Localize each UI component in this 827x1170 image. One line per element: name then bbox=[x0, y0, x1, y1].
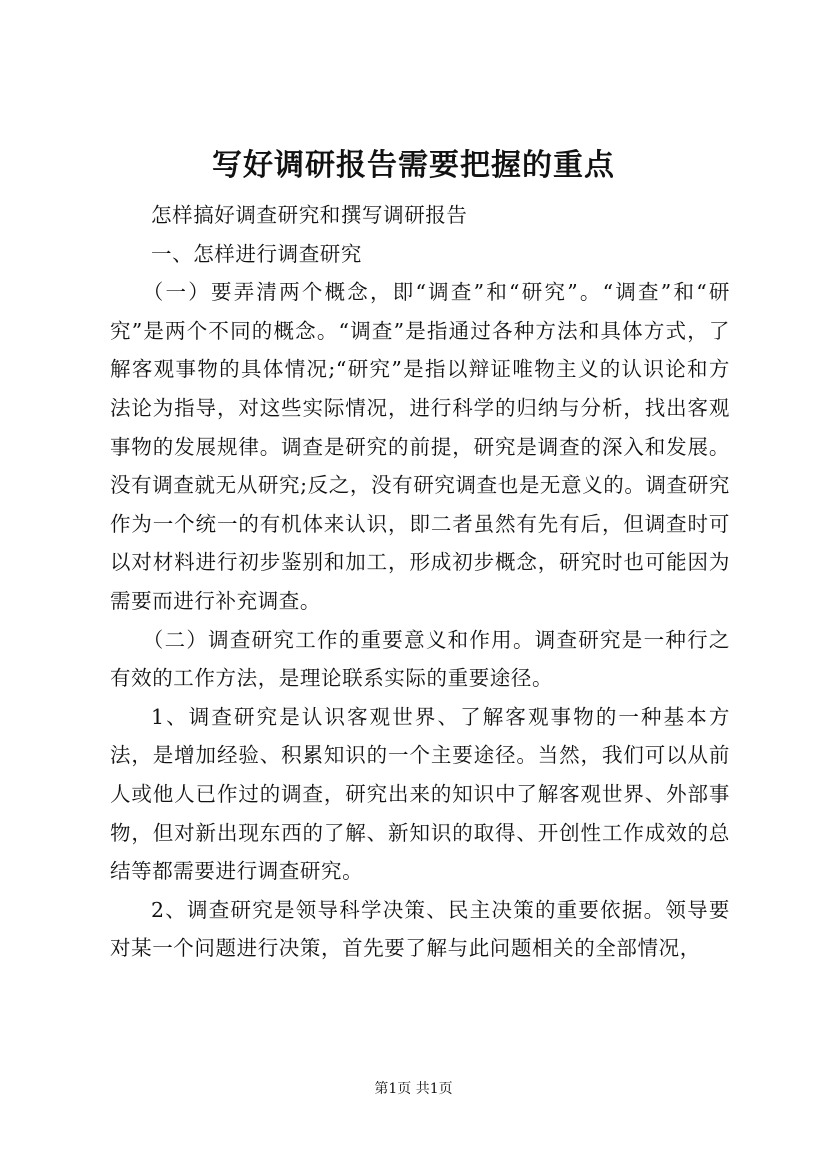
body-paragraph: （一）要弄清两个概念，即“调查”和“研究”。“调查”和“研究”是两个不同的概念。“调查”是指通过各种方法和具体方式，了解客观事物的具体情况;“研究”是指以辩证唯物主义的认识论和方法论为指导，对这些实际情况，进行科学的归纳与分析，找出客观事物的发展规律。调查是研究的前提，研究是调查的深入和发展。没有调查就无从研究;反之，没有研究调查也是无意义的。调查研究作为一个统一的有机体来认识，即二者虽然有先有后，但调查时可以对材料进行初步鉴别和加工，形成初步概念，研究时也可能因为需要而进行补充调查。 bbox=[110, 280, 730, 613]
body-paragraph: （二）调查研究工作的重要意义和作用。调查研究是一种行之有效的工作方法，是理论联系实际的重要途径。 bbox=[110, 627, 730, 691]
document-title: 写好调研报告需要把握的重点 bbox=[212, 148, 615, 183]
document-body bbox=[110, 196, 730, 968]
body-paragraph: 1、调查研究是认识客观世界、了解客观事物的一种基本方法，是增加经验、积累知识的一个主要途径。当然，我们可以从前人或他人已作过的调查，研究出来的知识中了解客观世界、外部事物，但对新出现东西的了解、新知识的取得、开创性工作成效的总结等都需要进行调查研究。 bbox=[110, 704, 730, 884]
body-paragraph: 2、调查研究是领导科学决策、民主决策的重要依据。领导要对某一个问题进行决策，首先要了解与此问题相关的全部情况， bbox=[110, 897, 730, 961]
subtitle-paragraph: 怎样搞好调查研究和撰写调研报告 bbox=[151, 203, 468, 227]
section-heading: 一、怎样进行调查研究 bbox=[151, 241, 362, 266]
page-footer: 第1页 共1页 bbox=[374, 1081, 453, 1097]
